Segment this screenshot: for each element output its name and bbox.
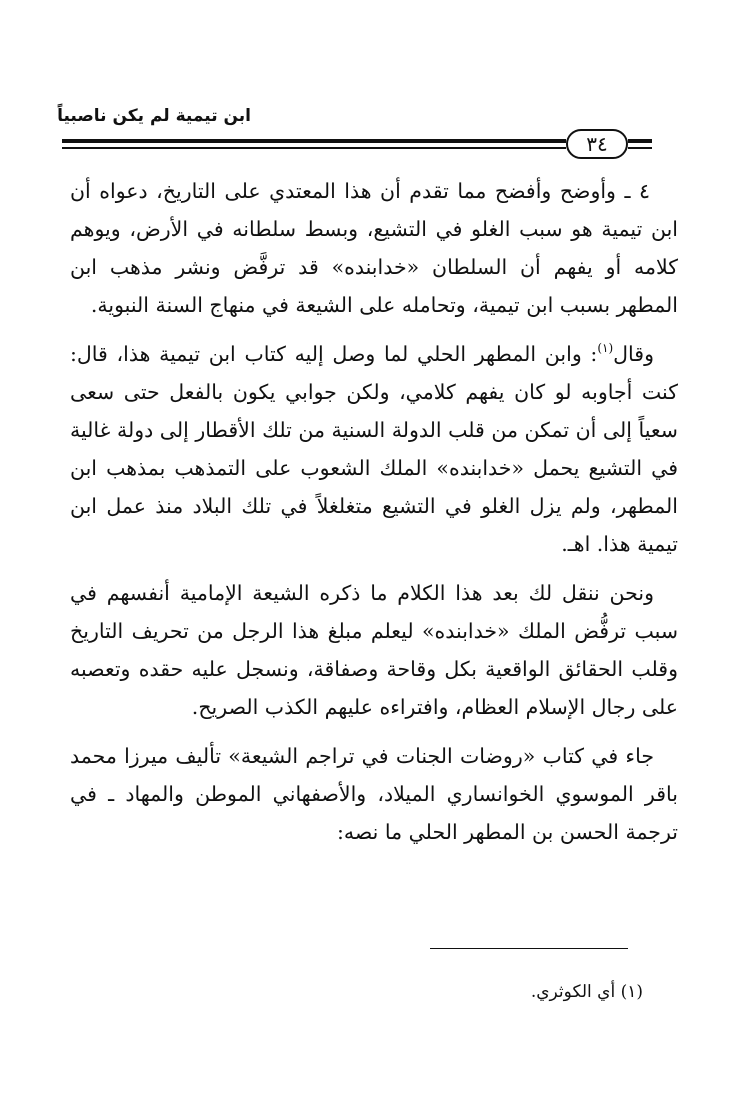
header-rule-thin — [62, 147, 566, 149]
header-rule-thick-end — [628, 139, 652, 143]
page-number: ٣٤ — [586, 132, 608, 156]
paragraph-2-lead: وقال — [613, 342, 654, 366]
paragraph-1: ٤ ـ وأوضح وأفضح مما تقدم أن هذا المعتدي على التاريخ، دعواه أن ابن تيمية هو سبب الغلو في التشيع، وبسط سلطانه في الأرض، ويوهم كلامه أو يفهم أن السلطان «خدابنده» قد ترفَّض ونشر مذهب ابن المطهر بسبب ابن تيمية، وتحامله على الشيعة في منهاج السنة النبوية. — [70, 179, 678, 317]
paragraph-3: ونحن ننقل لك بعد هذا الكلام ما ذكره الشيعة الإمامية أنفسهم في سبب ترفُّض الملك «خدابنده» ليعلم مبلغ هذا الرجل من تحريف التاريخ وقلب الحقائق الواقعية بكل وقاحة وصفاقة، ونسجل عليه حقده وتعصبه على رجال الإسلام العظام، وافتراءه عليهم الكذب الصريح. — [70, 581, 678, 719]
paragraph-2-rest: : وابن المطهر الحلي لما وصل إليه كتاب ابن تيمية هذا، قال: كنت أجاوبه لو كان يفهم كلامي، ولكن جوابي يكون بالفعل حتى سعى سعياً إلى أن تمكن من قلب الدولة السنية من تلك الأقطار إلى دولة غالية في التشيع يحمل «خدابنده» الملك الشعوب على التمذهب بمذهب ابن المطهر، ولم يزل الغلو في التشيع متغلغلاً في تلك البلاد منذ عمل ابن تيمية هذا. اهـ. — [70, 342, 678, 556]
footnote: (١) أي الكوثري. — [530, 982, 643, 1002]
paragraph-2 — [70, 335, 678, 563]
paragraph-4: جاء في كتاب «روضات الجنات في تراجم الشيعة» تأليف ميرزا محمد باقر الموسوي الخوانساري الميلاد، والأصفهاني الموطن والمهاد ـ في ترجمة الحسن بن المطهر الحلي ما نصه: — [70, 744, 678, 844]
running-title: ابن تيمية لم يكن ناصبياً — [57, 106, 251, 126]
page-number-frame — [566, 129, 628, 159]
header-rule-thick — [62, 139, 566, 143]
header-rule-thin-end — [628, 147, 652, 149]
footnote-reference: (١) — [597, 341, 614, 355]
footnote-separator — [430, 948, 628, 949]
main-text — [70, 172, 678, 862]
